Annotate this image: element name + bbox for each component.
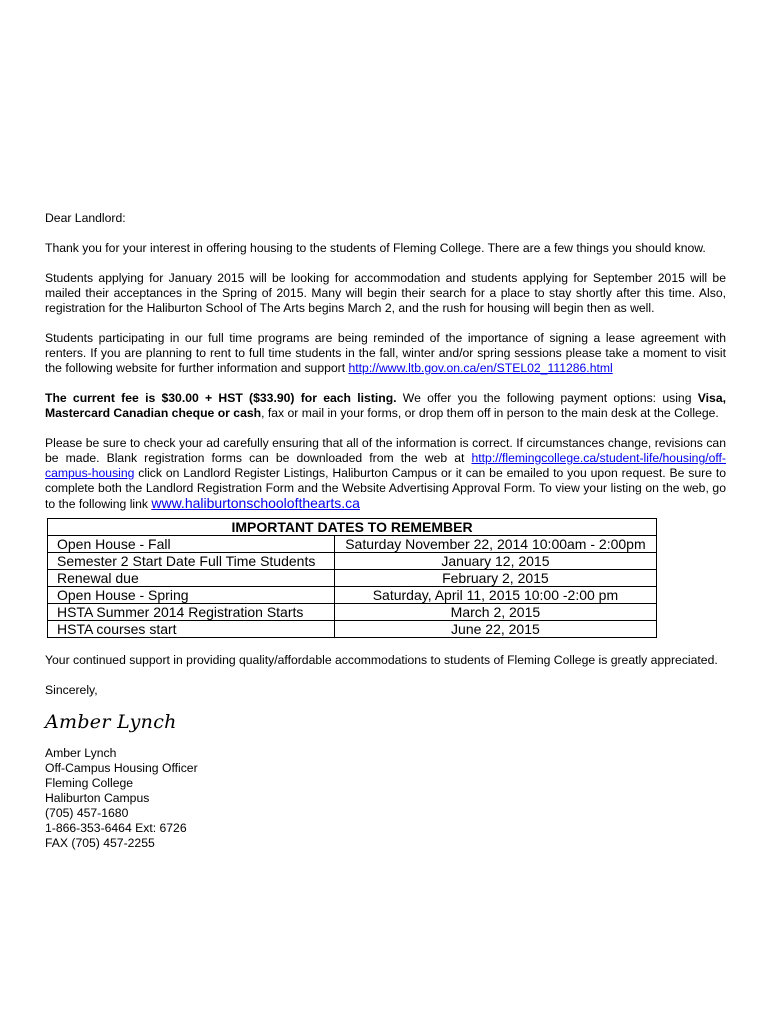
table-row (48, 587, 657, 604)
important-dates-table (47, 518, 657, 638)
date-cell: March 2, 2015 (334, 604, 656, 621)
event-cell: HSTA courses start (48, 621, 335, 638)
table-row (48, 536, 657, 553)
payment-intro-text: We offer you the following payment options: using (396, 391, 698, 405)
lease-paragraph (45, 331, 726, 376)
letter-body (45, 211, 726, 851)
intro-paragraph: Thank you for your interest in offering housing to the students of Fleming College. There are a few things you should know. (45, 241, 706, 255)
forms-paragraph (45, 436, 726, 512)
contact-fax: FAX (705) 457-2255 (45, 836, 155, 850)
ltb-link[interactable]: http://www.ltb.gov.on.ca/en/STEL02_111286.html (348, 361, 613, 375)
fleming-housing-link[interactable]: http://flemingcollege.ca/student-life/housing/off-campus-housing (45, 451, 726, 480)
handwritten-signature: Amber Lynch (45, 711, 177, 733)
contact-name: Amber Lynch (45, 746, 117, 760)
table-heading: IMPORTANT DATES TO REMEMBER (48, 519, 657, 536)
closing-paragraph: Your continued support in providing quality/affordable accommodations to students of Fleming College is greatly appreciated. (45, 653, 718, 667)
fee-paragraph (45, 391, 726, 421)
fee-text: The current fee is $30.00 + HST ($33.90) for each listing. (45, 391, 397, 405)
forms-text-1: Please be sure to check your ad carefully ensuring that all of the information is correct. If circumstances change, revisions can be made. Blank registration forms can be downloaded from the web at (45, 436, 726, 465)
contact-campus: Haliburton Campus (45, 791, 150, 805)
contact-title: Off-Campus Housing Officer (45, 761, 198, 775)
payment-options-text: Visa, Mastercard Canadian cheque or cash (45, 391, 726, 420)
contact-phone: (705) 457-1680 (45, 806, 129, 820)
table-row (48, 553, 657, 570)
applicants-paragraph: Students applying for January 2015 will be looking for accommodation and students applying for September 2015 will be mailed their acceptances in the Spring of 2015. Many will begin their search for a place to stay shortly after this time. Also, registration for the Haliburton School of The Arts begins March 2, and the rush for housing will begin then as well. (45, 271, 726, 315)
date-cell: June 22, 2015 (334, 621, 656, 638)
contact-tollfree: 1-866-353-6464 Ext: 6726 (45, 821, 187, 835)
forms-text-2: click on Landlord Register Listings, Haliburton Campus or it can be emailed to you upon request. Be sure to complete both the Landlord Registration Form and the Website Advertising Approval Form. To view your listing on the web, go to the following link (45, 466, 726, 511)
date-cell: February 2, 2015 (334, 570, 656, 587)
event-cell: HSTA Summer 2014 Registration Starts (48, 604, 335, 621)
date-cell: January 12, 2015 (334, 553, 656, 570)
event-cell: Renewal due (48, 570, 335, 587)
table-heading-row (48, 519, 657, 536)
event-cell: Open House - Spring (48, 587, 335, 604)
table-row (48, 570, 657, 587)
greeting: Dear Landlord: (45, 211, 126, 225)
event-cell: Semester 2 Start Date Full Time Students (48, 553, 335, 570)
event-cell: Open House - Fall (48, 536, 335, 553)
date-cell: Saturday November 22, 2014 10:00am - 2:00pm (334, 536, 656, 553)
haliburton-link[interactable]: www.haliburtonschoolofthearts.ca (151, 495, 360, 511)
lease-text: Students participating in our full time programs are being reminded of the importance of signing a lease agreement with renters. If you are planning to rent to full time students in the fall, winter and/or spring sessions please take a moment to visit the following website for further information and support (45, 331, 726, 375)
date-cell: Saturday, April 11, 2015 10:00 -2:00 pm (334, 587, 656, 604)
table-row (48, 604, 657, 621)
sign-off: Sincerely, (45, 683, 98, 697)
table-row (48, 621, 657, 638)
contact-org: Fleming College (45, 776, 134, 790)
payment-methods-text: , fax or mail in your forms, or drop them off in person to the main desk at the College. (261, 406, 719, 420)
contact-block (45, 746, 726, 851)
